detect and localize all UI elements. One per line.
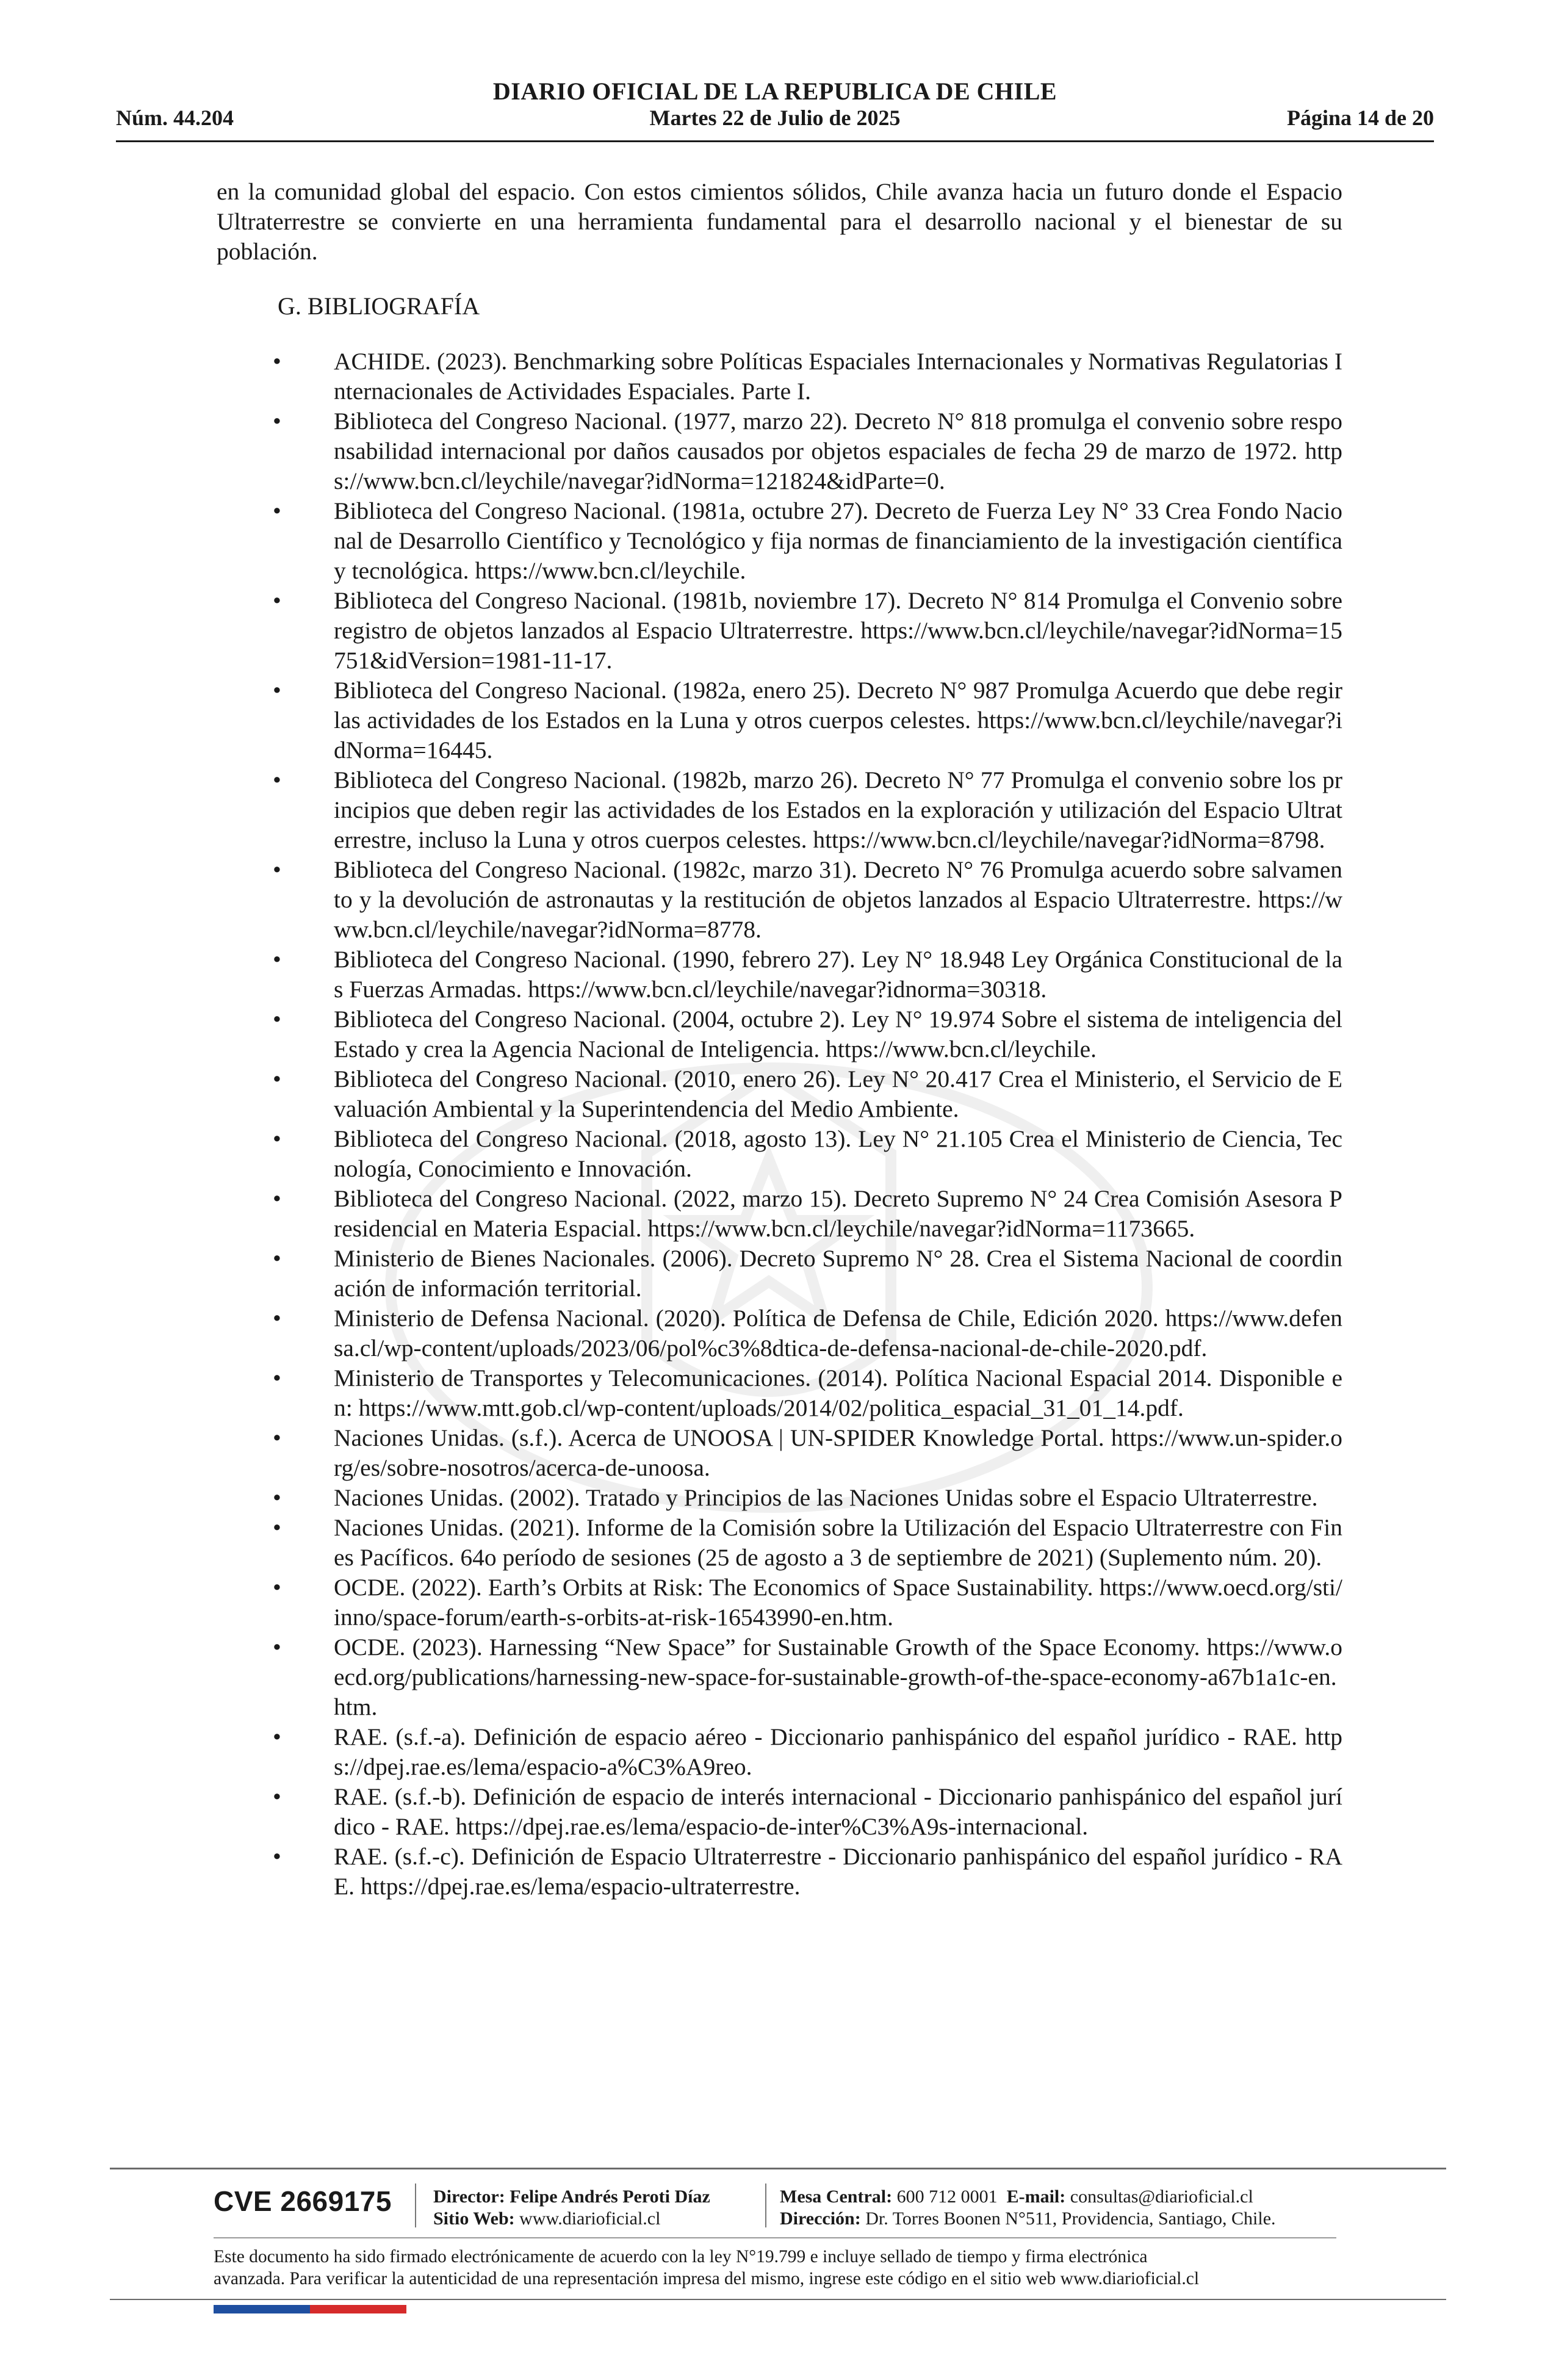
reference-item: • Ministerio de Bienes Nacionales. (2006). Decreto Supremo N° 28. Crea el Sistema Nacional de coordinación de información territorial.: [217, 1244, 1342, 1304]
website-label: Sitio Web:: [433, 2209, 515, 2229]
phone-label: Mesa Central:: [780, 2187, 893, 2207]
reference-item: • RAE. (s.f.-a). Definición de espacio aéreo - Diccionario panhispánico del español jurídico - RAE. https://dpej.rae.es/lema/espacio-a%C3%A9reo.: [217, 1722, 1342, 1782]
legal-line: avanzada. Para verificar la autenticidad de una representación impresa del mismo, ingrese este código en el sitio web www.diarioficial.cl: [214, 2269, 1200, 2288]
phone-email-line: [780, 2186, 1276, 2208]
page-body: [217, 177, 1342, 1902]
reference-item: • OCDE. (2022). Earth’s Orbits at Risk: The Economics of Space Sustainability. https://www.oecd.org/sti/inno/space-forum/earth-s-orbits-at-risk-16543990-en.htm.: [217, 1573, 1342, 1632]
footer-top-rule: [110, 2168, 1446, 2169]
address-label: Dirección:: [780, 2209, 861, 2229]
footer-director-block: [433, 2186, 710, 2230]
website-link[interactable]: www.diarioficial.cl: [519, 2209, 661, 2229]
director-line: [433, 2186, 710, 2208]
address-text: Dr. Torres Boonen N°511, Providencia, Santiago, Chile.: [865, 2209, 1276, 2229]
reference-item: • Naciones Unidas. (s.f.). Acerca de UNOOSA | UN-SPIDER Knowledge Portal. https://www.un-spider.org/es/sobre-nosotros/acerca-de-unoosa.: [217, 1423, 1342, 1483]
reference-item: • RAE. (s.f.-c). Definición de Espacio Ultraterrestre - Diccionario panhispánico del español jurídico - RAE. https://dpej.rae.es/lema/espacio-ultraterrestre.: [217, 1842, 1342, 1902]
flag-stripe: [214, 2305, 406, 2313]
header-rule: [116, 140, 1434, 142]
flag-blue-stripe: [214, 2305, 310, 2313]
reference-item: • Biblioteca del Congreso Nacional. (1981b, noviembre 17). Decreto N° 814 Promulga el Convenio sobre registro de objetos lanzados al Espacio Ultraterrestre. https://www.bcn.cl/leychile/navegar?idNorma=15751&idVersion=1981-11-17.: [217, 586, 1342, 676]
cve-code: CVE 2669175: [214, 2185, 392, 2217]
reference-item: • Biblioteca del Congreso Nacional. (1990, febrero 27). Ley N° 18.948 Ley Orgánica Constitucional de las Fuerzas Armadas. https://www.bcn.cl/leychile/navegar?idnorma=30318.: [217, 945, 1342, 1004]
reference-item: • RAE. (s.f.-b). Definición de espacio de interés internacional - Diccionario panhispánico del español jurídico - RAE. https://dpej.rae.es/lema/espacio-de-inter%C3%A9s-internacional.: [217, 1782, 1342, 1842]
footer-bottom-rule: [110, 2299, 1446, 2300]
reference-item: • Biblioteca del Congreso Nacional. (2022, marzo 15). Decreto Supremo N° 24 Crea Comisión Asesora Presidencial en Materia Espacial. https://www.bcn.cl/leychile/navegar?idNorma=1173665.: [217, 1184, 1342, 1244]
publication-title: DIARIO OFICIAL DE LA REPUBLICA DE CHILE: [492, 78, 1057, 105]
email-label: E-mail:: [1006, 2187, 1066, 2207]
legal-notice: [214, 2246, 1342, 2290]
intro-paragraph: en la comunidad global del espacio. Con estos cimientos sólidos, Chile avanza hacia un futuro donde el Espacio Ultraterrestre se convierte en una herramienta fundamental para el desarrollo nacional y el bienestar de su población.: [217, 178, 1342, 265]
reference-item: • Ministerio de Defensa Nacional. (2020). Política de Defensa de Chile, Edición 2020. https://www.defensa.cl/wp-content/uploads/2023/06/pol%c3%8dtica-de-defensa-nacional-de-chile-2020.pdf.: [217, 1304, 1342, 1363]
address-line: [780, 2208, 1276, 2230]
director-name: Felipe Andrés Peroti Díaz: [510, 2187, 710, 2207]
email-link[interactable]: consultas@diarioficial.cl: [1070, 2187, 1253, 2207]
footer-divider: [765, 2183, 766, 2227]
page-number: Página 14 de 20: [1286, 106, 1434, 130]
reference-item: • Biblioteca del Congreso Nacional. (2004, octubre 2). Ley N° 19.974 Sobre el sistema de inteligencia del Estado y crea la Agencia Nacional de Inteligencia. https://www.bcn.cl/leychile.: [217, 1004, 1342, 1064]
footer-mid-rule: [214, 2237, 1336, 2238]
director-label: Director:: [433, 2187, 505, 2207]
reference-item: • Biblioteca del Congreso Nacional. (1977, marzo 22). Decreto N° 818 promulga el convenio sobre responsabilidad internacional por daños causados por objetos espaciales de fecha 29 de marzo de 1972. https://www.bcn.cl/leychile/navegar?idNorma=121824&idParte=0.: [217, 406, 1342, 496]
flag-red-stripe: [310, 2305, 406, 2313]
issue-number: Núm. 44.204: [116, 106, 234, 130]
page-header: [116, 73, 1434, 140]
reference-item: • Biblioteca del Congreso Nacional. (1981a, octubre 27). Decreto de Fuerza Ley N° 33 Crea Fondo Nacional de Desarrollo Científico y Tecnológico y fija normas de financiamiento de la investigación científica y tecnológica. https://www.bcn.cl/leychile.: [217, 496, 1342, 586]
bibliography-list: [217, 347, 1342, 1902]
reference-item: • Biblioteca del Congreso Nacional. (1982b, marzo 26). Decreto N° 77 Promulga el convenio sobre los principios que deben regir las actividades de los Estados en la exploración y utilización del Espacio Ultraterrestre, incluso la Luna y otros cuerpos celestes. https://www.bcn.cl/leychile/navegar?idNorma=8798.: [217, 765, 1342, 855]
reference-item: • Naciones Unidas. (2002). Tratado y Principios de las Naciones Unidas sobre el Espacio Ultraterrestre.: [217, 1483, 1342, 1513]
website-line: [433, 2208, 710, 2230]
reference-item: • Biblioteca del Congreso Nacional. (1982c, marzo 31). Decreto N° 76 Promulga acuerdo sobre salvamento y la devolución de astronautas y la restitución de objetos lanzados al Espacio Ultraterrestre. https://www.bcn.cl/leychile/navegar?idNorma=8778.: [217, 855, 1342, 945]
reference-item: • Ministerio de Transportes y Telecomunicaciones. (2014). Política Nacional Espacial 2014. Disponible en: https://www.mtt.gob.cl/wp-content/uploads/2014/02/politica_espacial_31_01_14.pdf.: [217, 1363, 1342, 1423]
reference-item: • OCDE. (2023). Harnessing “New Space” for Sustainable Growth of the Space Economy. https://www.oecd.org/publications/harnessing-new-space-for-sustainable-growth-of-the-space-economy-a67b1a1c-en.htm.: [217, 1632, 1342, 1722]
footer-divider: [415, 2183, 416, 2227]
legal-line: Este documento ha sido firmado electrónicamente de acuerdo con la ley N°19.799 e incluye sellado de tiempo y firma electrónica: [214, 2247, 1148, 2266]
phone-number: 600 712 0001: [896, 2187, 998, 2207]
reference-item: • Biblioteca del Congreso Nacional. (1982a, enero 25). Decreto N° 987 Promulga Acuerdo que debe regir las actividades de los Estados en la Luna y otros cuerpos celestes. https://www.bcn.cl/leychile/navegar?idNorma=16445.: [217, 676, 1342, 765]
reference-item: • Naciones Unidas. (2021). Informe de la Comisión sobre la Utilización del Espacio Ultraterrestre con Fines Pacíficos. 64o período de sesiones (25 de agosto a 3 de septiembre de 2021) (Suplemento núm. 20).: [217, 1513, 1342, 1573]
reference-item: • Biblioteca del Congreso Nacional. (2010, enero 26). Ley N° 20.417 Crea el Ministerio, el Servicio de Evaluación Ambiental y la Superintendencia del Medio Ambiente.: [217, 1064, 1342, 1124]
section-heading: G. BIBLIOGRAFÍA: [278, 292, 480, 320]
reference-item: • Biblioteca del Congreso Nacional. (2018, agosto 13). Ley N° 21.105 Crea el Ministerio de Ciencia, Tecnología, Conocimiento e Innovación.: [217, 1124, 1342, 1184]
footer-contact-block: [780, 2186, 1276, 2230]
publication-date: Martes 22 de Julio de 2025: [649, 106, 901, 130]
reference-item: • ACHIDE. (2023). Benchmarking sobre Políticas Espaciales Internacionales y Normativas Regulatorias Internacionales de Actividades Espaciales. Parte I.: [217, 347, 1342, 406]
